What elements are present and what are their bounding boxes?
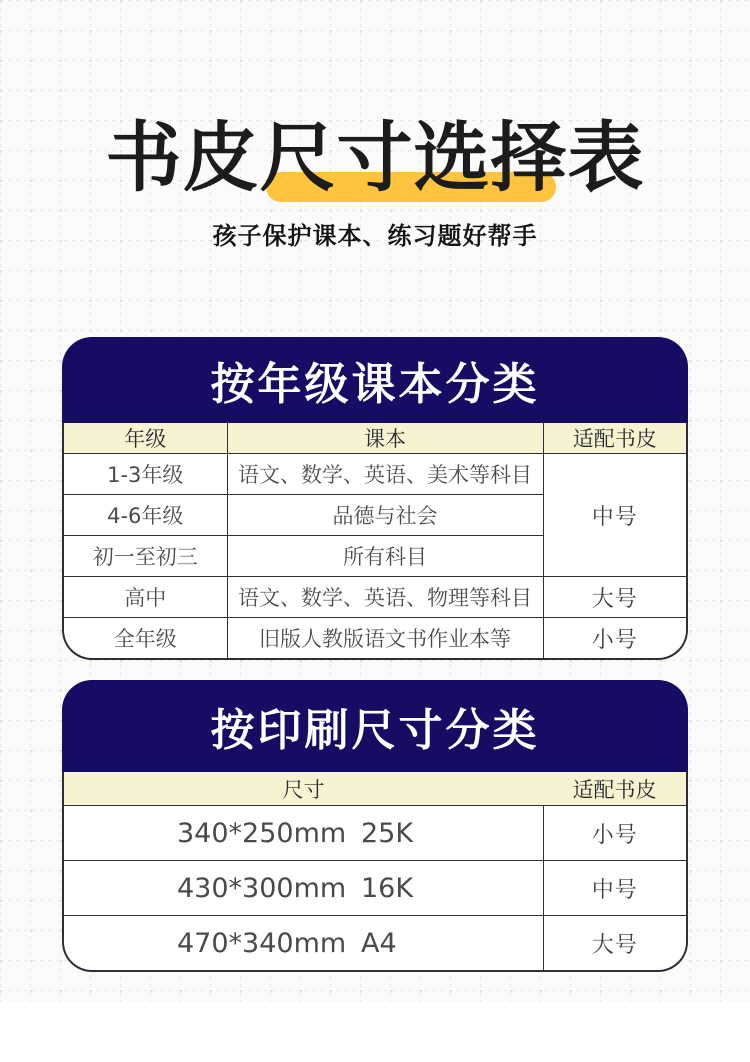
dimension-value: 470*340mm	[177, 927, 347, 959]
cover-cell-large: 大号	[591, 932, 638, 958]
format-value: 25K	[361, 817, 414, 849]
size-value	[64, 873, 543, 904]
grade-table-header-row	[64, 423, 686, 454]
grade-cell: 初一至初三	[64, 536, 227, 577]
dimension-value: 430*300mm	[177, 872, 347, 904]
size-cell	[64, 916, 543, 971]
size-cell	[64, 806, 543, 861]
textbook-cell: 品德与社会	[227, 495, 543, 536]
grade-cell: 全年级	[64, 618, 227, 659]
grade-table-card	[62, 337, 688, 660]
size-table-title: 按印刷尺寸分类	[62, 680, 688, 772]
cover-cell-large: 大号	[543, 577, 686, 618]
cover-cell-small: 小号	[591, 627, 638, 653]
grade-cell: 4-6年级	[64, 495, 227, 536]
table-row	[64, 806, 686, 861]
table-row	[64, 916, 686, 971]
page-subtitle: 孩子保护课本、练习题好帮手	[212, 222, 538, 250]
size-table-body	[62, 772, 688, 972]
grade-cell: 1-3年级	[64, 454, 227, 495]
textbook-cell: 所有科目	[227, 536, 543, 577]
size-column-header: 尺寸	[64, 772, 543, 806]
table-row	[64, 454, 686, 495]
cover-cell-small: 小号	[543, 806, 686, 861]
textbook-cell: 旧版人教版语文书作业本等	[227, 618, 543, 659]
header	[0, 0, 750, 280]
dimension-value: 340*250mm	[177, 817, 347, 849]
grade-cell: 高中	[64, 577, 227, 618]
size-table-card	[62, 680, 688, 972]
grade-table-body	[62, 423, 688, 660]
grade-column-header: 年级	[64, 423, 227, 454]
format-value: 16K	[361, 872, 414, 904]
grade-table	[64, 423, 686, 658]
size-table	[64, 772, 686, 970]
cover-column-header: 适配书皮	[543, 423, 686, 454]
size-value	[64, 928, 543, 959]
format-value: A4	[361, 927, 397, 959]
page-title: 书皮尺寸选择表	[105, 113, 645, 202]
cover-cell-medium: 中号	[543, 454, 686, 577]
size-table-header-row	[64, 772, 686, 806]
size-value	[64, 818, 543, 849]
grade-table-title: 按年级课本分类	[62, 337, 688, 423]
cover-column-header: 适配书皮	[543, 772, 686, 806]
textbook-cell: 语文、数学、英语、物理等科目	[227, 577, 543, 618]
table-row	[64, 577, 686, 618]
size-cell	[64, 861, 543, 916]
textbook-cell: 语文、数学、英语、美术等科目	[227, 454, 543, 495]
table-row	[64, 618, 686, 659]
table-row	[64, 861, 686, 916]
textbook-column-header: 课本	[227, 423, 543, 454]
cover-cell-medium: 中号	[543, 861, 686, 916]
